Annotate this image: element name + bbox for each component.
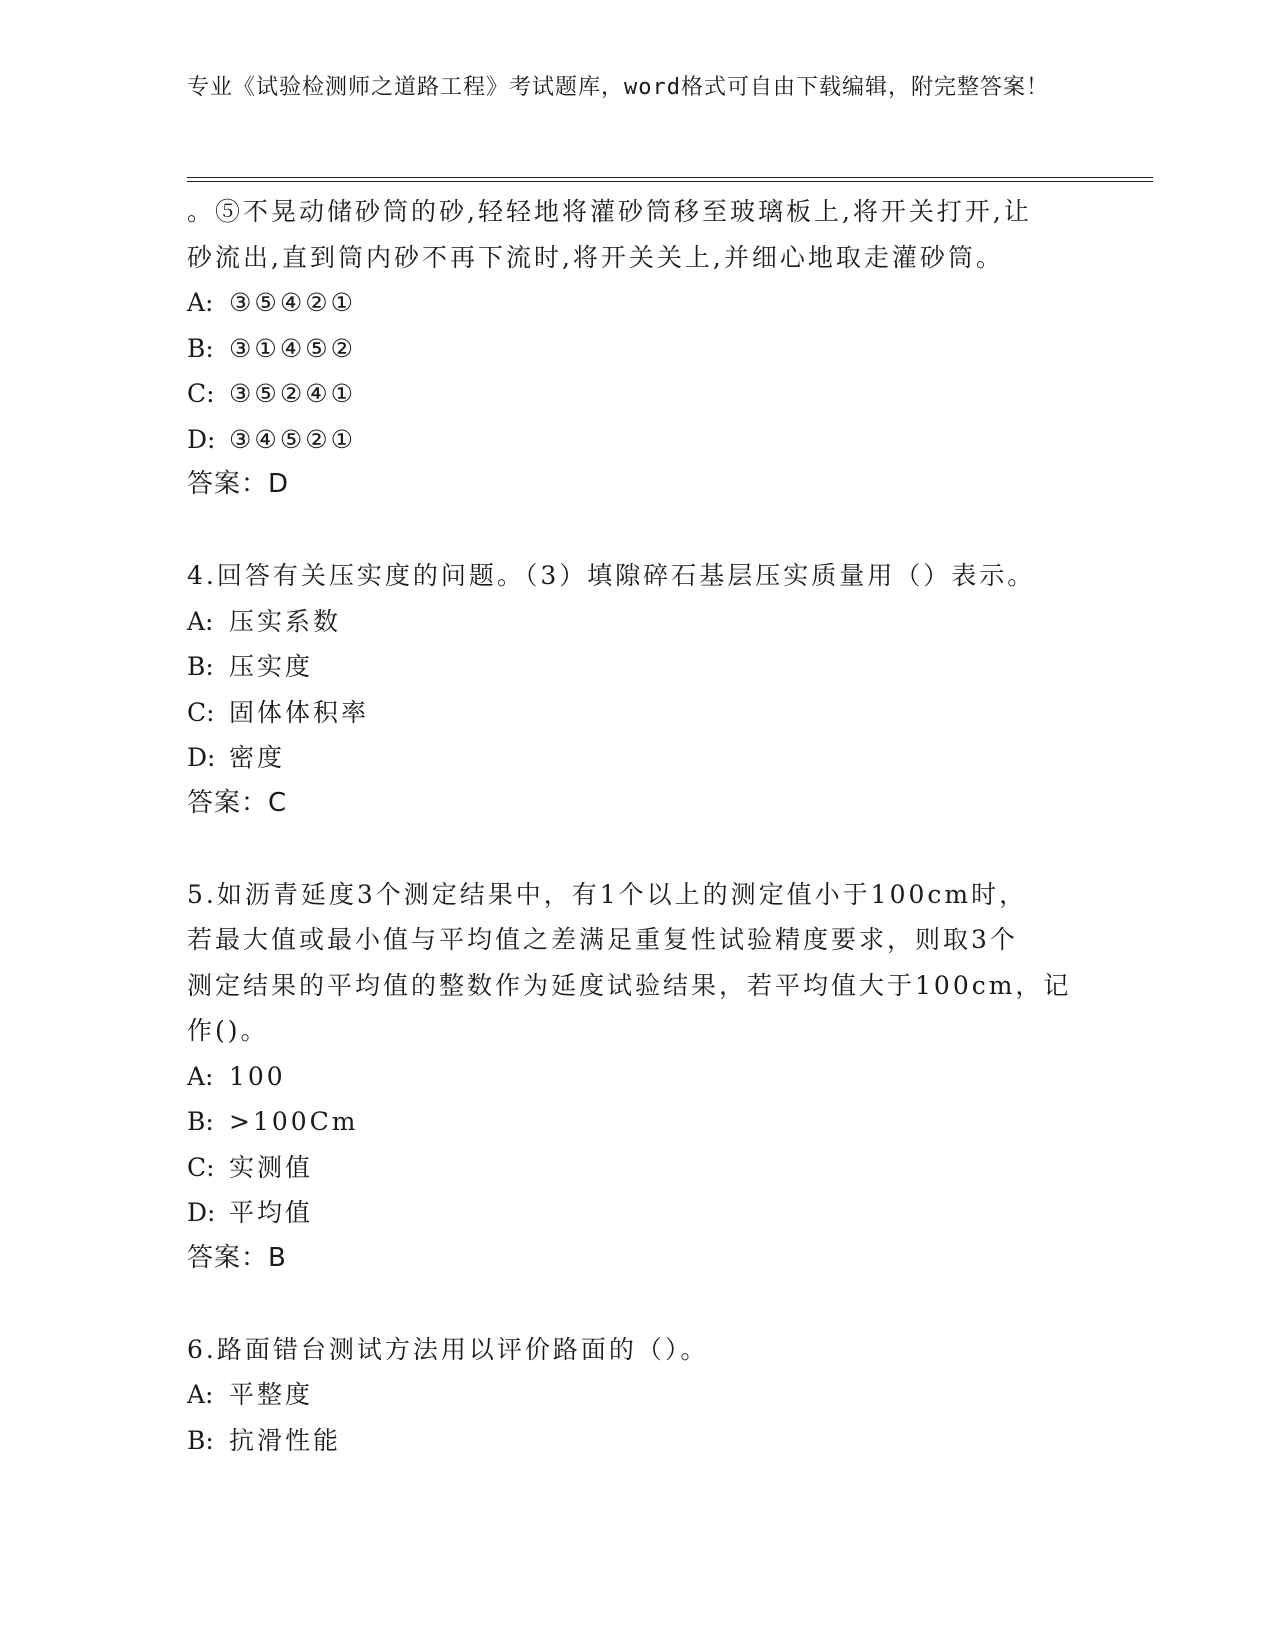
- option-c: [187, 371, 1087, 417]
- option-text: 平整度: [229, 1380, 314, 1409]
- option-text: 实测值: [229, 1152, 314, 1182]
- question-text-line: 若最大值或最小值与平均值之差满足重复性试验精度要求，则取3个: [187, 925, 1018, 954]
- option-a: [187, 1372, 1087, 1418]
- option-letter: C:: [187, 379, 215, 408]
- question-text-line: 作()。: [187, 1016, 269, 1045]
- option-text: ③①④⑤②: [229, 333, 357, 363]
- option-text: ③⑤④②①: [229, 288, 357, 317]
- option-letter: B:: [187, 1425, 214, 1455]
- option-letter: B:: [187, 333, 214, 363]
- option-text: 密度: [229, 743, 286, 772]
- option-c: [187, 1145, 1087, 1191]
- answer-line: 答案：B: [187, 1242, 287, 1273]
- option-letter: A:: [187, 288, 214, 317]
- question-6: [187, 1327, 1087, 1464]
- option-b: [187, 326, 1087, 372]
- option-d: [187, 417, 1087, 463]
- option-text: 抗滑性能: [229, 1425, 342, 1455]
- question-text-line: 6.路面错台测试方法用以评价路面的（）。: [187, 1334, 709, 1364]
- option-letter: D:: [187, 424, 216, 454]
- option-letter: A:: [187, 1061, 214, 1091]
- question-text-line: 砂流出,直到筒内砂不再下流时,将开关关上,并细心地取走灌砂筒。: [187, 242, 1004, 272]
- option-b: [187, 1418, 1087, 1464]
- option-letter: C:: [187, 1152, 215, 1182]
- option-letter: A:: [187, 1380, 214, 1409]
- option-b: [187, 1099, 1087, 1145]
- option-text: 压实度: [229, 652, 314, 681]
- option-c: [187, 690, 1087, 736]
- option-a: [187, 1054, 1087, 1100]
- option-text: 固体体积率: [229, 697, 370, 727]
- option-text: ③⑤②④①: [229, 379, 357, 408]
- document-body: [187, 189, 1087, 1463]
- question-text-line: 5.如沥青延度3个测定结果中，有1个以上的测定值小于100cm时，: [187, 879, 1028, 909]
- option-text: >100Cm: [229, 1107, 359, 1136]
- header-double-rule: [187, 177, 1153, 182]
- spacer: [187, 826, 1087, 872]
- question-text-line: 4.回答有关压实度的问题。（3）填隙碎石基层压实质量用（）表示。: [187, 561, 1036, 590]
- option-letter: D:: [187, 743, 216, 772]
- spacer: [187, 508, 1087, 554]
- option-a: [187, 280, 1087, 326]
- option-letter: B:: [187, 1107, 214, 1136]
- option-text: ③④⑤②①: [229, 424, 357, 454]
- option-b: [187, 644, 1087, 690]
- option-a: [187, 599, 1087, 645]
- question-4: [187, 553, 1087, 826]
- question-5: [187, 872, 1087, 1282]
- option-d: [187, 1190, 1087, 1236]
- option-text: 100: [229, 1061, 286, 1091]
- option-letter: A:: [187, 606, 214, 636]
- answer-line: 答案：D: [187, 469, 290, 499]
- option-d: [187, 735, 1087, 781]
- answer-line: 答案：C: [187, 787, 288, 818]
- question-text-line: 测定结果的平均值的整数作为延度试验结果，若平均值大于100cm，记: [187, 970, 1072, 1000]
- question-text-line: 。⑤不晃动储砂筒的砂,轻轻地将灌砂筒移至玻璃板上,将开关打开,让: [187, 197, 1032, 226]
- spacer: [187, 1281, 1087, 1327]
- option-letter: C:: [187, 697, 215, 727]
- option-text: 压实系数: [229, 606, 342, 636]
- option-text: 平均值: [229, 1198, 314, 1227]
- question-3: [187, 189, 1087, 508]
- option-letter: B:: [187, 652, 214, 681]
- document-header: 专业《试验检测师之道路工程》考试题库，word格式可自由下载编辑，附完整答案！: [187, 75, 1049, 100]
- option-letter: D:: [187, 1198, 216, 1227]
